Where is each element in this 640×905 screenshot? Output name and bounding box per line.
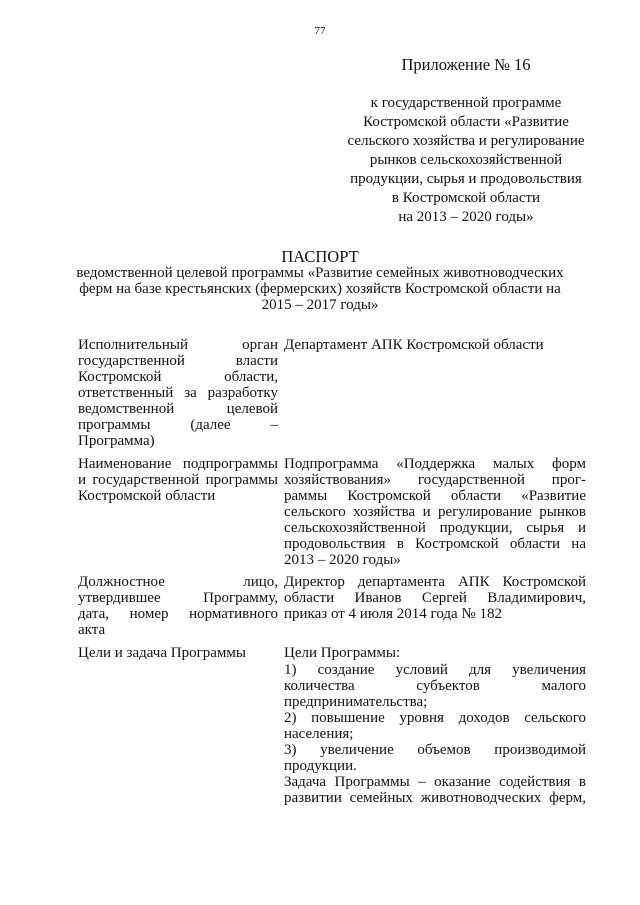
value-line: количества субъектов малого xyxy=(284,678,586,694)
value-line: населения; xyxy=(284,726,354,742)
label-line: Цели и задача Программы xyxy=(78,645,246,661)
passport-subtitle-line: 2015 – 2017 годы» xyxy=(261,297,379,313)
label-line: государственной власти xyxy=(78,353,278,369)
passport-subtitle-line: ведомственной целевой программы «Развитие семейных животноводческих xyxy=(76,265,564,281)
value-line: 2013 – 2020 годы» xyxy=(284,552,401,568)
value-line: раммы Костромской области «Развитие xyxy=(284,488,586,504)
value-line: сельского хозяйства и регулирование рынков xyxy=(284,504,586,520)
row-label xyxy=(78,574,278,638)
label-line: Должностное лицо, xyxy=(78,574,278,590)
appendix-line: в Костромской области xyxy=(391,190,541,206)
row-value xyxy=(284,645,586,806)
row-value xyxy=(284,456,586,568)
row-label xyxy=(78,456,278,568)
table-row xyxy=(78,574,588,638)
value-line: 2) повышение уровня доходов сельского xyxy=(284,710,586,726)
value-line: продовольствия в Костромской области на xyxy=(284,536,586,552)
value-line: продукции. xyxy=(284,758,357,774)
value-line: 1) создание условий для увеличения xyxy=(284,662,586,678)
label-line: утвердившее Программу, xyxy=(78,590,278,606)
page-number: 77 xyxy=(314,25,326,37)
appendix-line: на 2013 – 2020 годы» xyxy=(398,209,534,225)
row-label xyxy=(78,645,278,806)
passport-subtitle xyxy=(70,265,570,313)
value-line: Департамент АПК Костромской области xyxy=(284,337,544,353)
appendix-line: продукции, сырья и продовольствия xyxy=(350,171,582,187)
row-value xyxy=(284,574,586,638)
value-line: области Иванов Сергей Владимирович, xyxy=(284,590,586,606)
table-row xyxy=(78,337,588,449)
label-line: Наименование подпрограммы xyxy=(78,456,278,472)
value-line: предпринимательства; xyxy=(284,694,428,710)
passport-title: ПАСПОРТ xyxy=(281,247,359,266)
value-line: развитии семейных животноводческих ферм, xyxy=(284,790,586,806)
value-line: приказ от 4 июля 2014 года № 182 xyxy=(284,606,502,622)
row-value xyxy=(284,337,586,449)
label-line: Исполнительный орган xyxy=(78,337,278,353)
label-line: дата, номер нормативного xyxy=(78,606,278,622)
value-line: Цели Программы: xyxy=(284,645,401,661)
label-line: ответственный за разработку xyxy=(78,385,278,401)
appendix-header xyxy=(346,55,586,227)
appendix-number: Приложение № 16 xyxy=(401,55,531,74)
appendix-line: рынков сельскохозяйственной xyxy=(369,152,563,168)
label-line: Программа) xyxy=(78,433,155,449)
passport-subtitle-line: ферм на базе крестьянских (фермерских) хозяйств Костромской области на xyxy=(79,281,561,297)
value-line: хозяйствования» государственной прог- xyxy=(284,472,586,488)
label-line: программы (далее – xyxy=(78,417,278,433)
passport-table xyxy=(78,337,588,806)
label-line: Костромской области xyxy=(78,488,216,504)
appendix-line: к государственной программе xyxy=(370,95,562,111)
value-line: сельскохозяйственной продукции, сырья и xyxy=(284,520,586,536)
label-line: акта xyxy=(78,622,106,638)
row-label xyxy=(78,337,278,449)
appendix-line: Костромской области «Развитие xyxy=(363,114,569,130)
table-row xyxy=(78,456,588,568)
value-line: 3) увеличение объемов производимой xyxy=(284,742,586,758)
label-line: Костромской области, xyxy=(78,369,278,385)
value-line: Директор департамента АПК Костромской xyxy=(284,574,586,590)
table-row xyxy=(78,645,588,806)
appendix-line: сельского хозяйства и регулирование xyxy=(347,133,585,149)
label-line: ведомственной целевой xyxy=(78,401,278,417)
value-line: Задача Программы – оказание содействия в xyxy=(284,774,586,790)
label-line: и государственной программы xyxy=(78,472,278,488)
value-line: Подпрограмма «Поддержка малых форм xyxy=(284,456,586,472)
